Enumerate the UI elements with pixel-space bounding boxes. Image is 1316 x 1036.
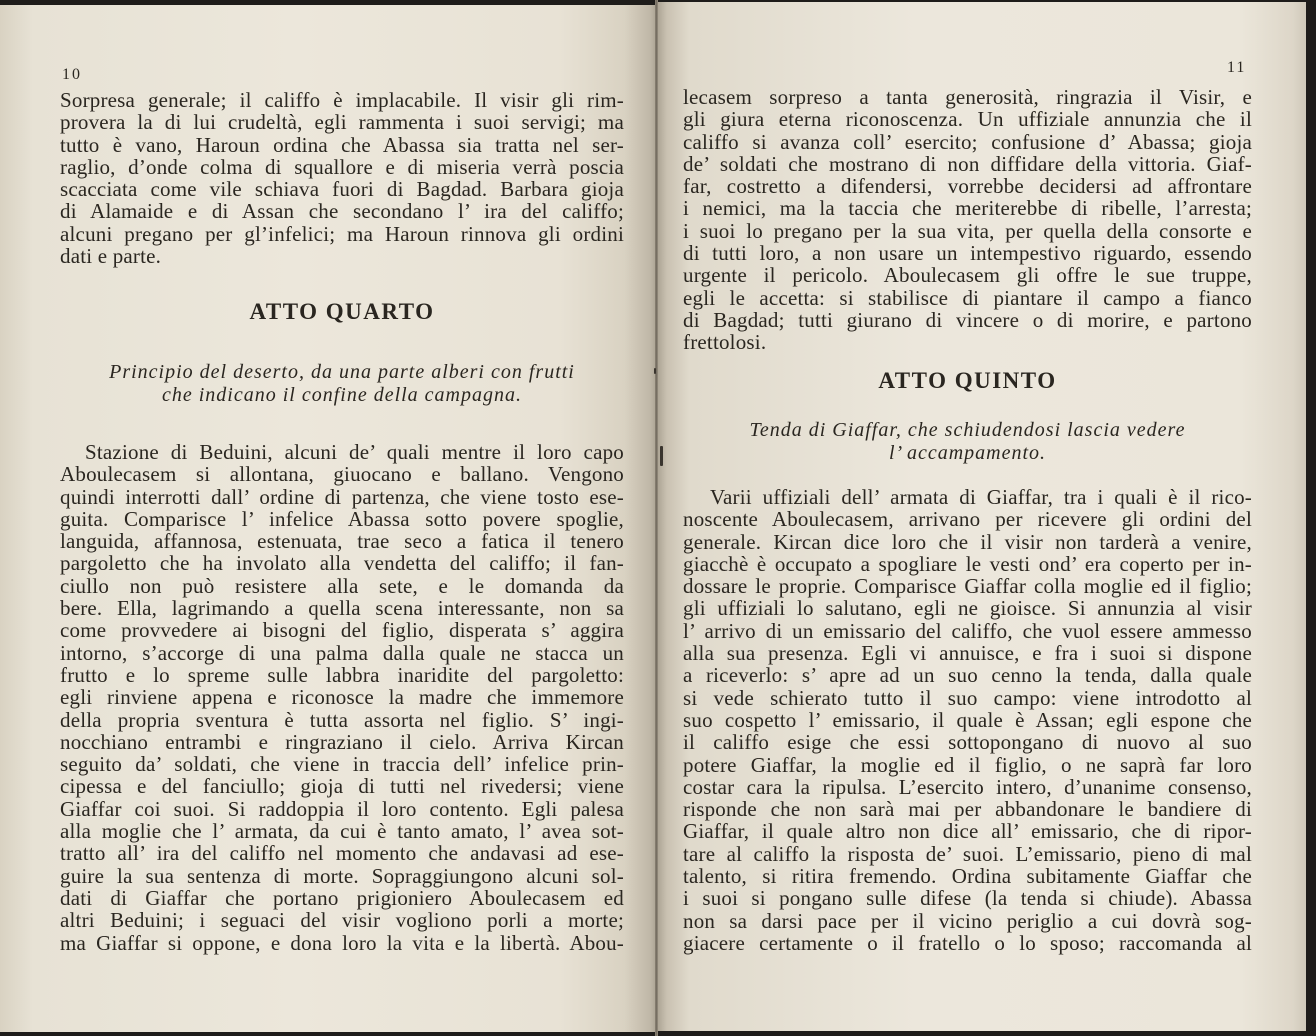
text-line: generale. Kircan dice loro che il visir non tarderà a venire, [683,529,1252,554]
text-line: giacchè è occupato a spogliare le vesti ond’ era coperto per in- [683,551,1252,576]
text-line: raglio, d’onde colma di squallore e di miseria verrà poscia [60,154,624,179]
text-line: come provvedere ai bisogni del figlio, disperata s’ aggira [60,618,624,643]
gutter-speck [660,446,663,466]
text-line: Aboulecasem si allontana, giuocano e ballano. Vengono [60,462,624,487]
text-line: Varii uffiziali dell’ armata di Giaffar, tra i quali è il rico- [710,485,1252,509]
text-line: l’ arrivo di un emissario del califfo, che vuol essere ammesso [683,618,1252,643]
text-line: intorno, s’accorge di una palma dalla quale ne stacca un [60,640,624,665]
text-line: lecasem sorpreso a tanta generosità, ringrazia il Visir, e [683,85,1252,109]
gutter-speck [654,368,656,374]
text-line: Stazione di Beduini, alcuni de’ quali mentre il loro capo [85,440,624,464]
text-line: si vede schierato tutto il suo campo: viene introdotto al [683,685,1252,710]
body-paragraph [683,486,1252,954]
left-page [0,5,657,1032]
text-line: Sorpresa generale; il califfo è implacabile. Il visir gli rim- [60,88,624,112]
text-line: di tutti loro, a non usare un intempestivo riguardo, essendo [683,241,1252,266]
right-page [657,2,1306,1031]
text-line: quindi interrotti dall’ ordine di partenza, che viene tosto ese- [60,484,624,509]
text-line: dossare le proprie. Comparisce Giaffar colla moglie ed il figlio; [683,574,1252,599]
text-line: seguito da’ soldati, che viene in traccia dell’ infelice prin- [60,752,624,777]
text-line: noscente Aboulecasem, arrivano per ricevere gli ordini del [683,507,1252,532]
page-number: 10 [62,66,82,83]
text-line: far, costretto a difendersi, vorrebbe decidersi ad affrontare [683,174,1252,199]
text-line: di Alamaide e di Assan che secondano l’ ira del califfo; [60,199,624,224]
text-line: Giaffar, il quale altro non dice all’ emissario, che di ripor- [683,819,1252,844]
scene-line: Tenda di Giaffar, che schiudendosi lascia vedere [749,419,1186,441]
text-line: a riceverlo: s’ apre ad un suo cenno la tenda, dalla quale [683,663,1252,688]
text-line: nocchiano entrambi e ringraziano il cielo. Arriva Kircan [60,729,624,754]
text-line: della propria sventura è tutta assorta nel figlio. S’ ingi- [60,707,624,732]
text-line: talento, si ritira fremendo. Ordina subitamente Giaffar che [683,864,1252,889]
text-line: ciullo non può resistere alla sete, e le domanda da [60,573,624,598]
text-line: dati e parte. [60,244,162,269]
text-line: gli giura eterna riconoscenza. Un uffiziale annunzia che il [683,107,1252,132]
text-line: egli le accetta: si stabilisce di piantare il campo a fianco [683,285,1252,310]
text-line: pargoletto che ha involato alla vendetta del califfo; il fan- [60,551,624,576]
text-line: i suoi lo pregano per la sua vita, per quella della consorte e [683,218,1252,243]
text-line: provera la di lui crudeltà, egli rammenta i suoi servigi; ma [60,110,624,135]
scene-line: l’ accampamento. [888,442,1047,464]
text-line: bere. Ella, lagrimando a quella scena interessante, non sa [60,596,624,621]
intro-paragraph [683,86,1252,354]
text-line: suo cospetto l’ emissario, il quale è Assan; egli espone che [683,707,1252,732]
text-line: giacere certamente o il fratello o lo sposo; raccomanda al [683,930,1252,955]
text-line: non sa darsi pace per il vicino periglio a cui dovrà sog- [683,908,1252,933]
text-line: costar cara la ripulsa. L’esercito intero, d’unanime consenso, [683,774,1252,799]
text-line: dati di Giaffar che portano prigioniero Aboulecasem ed [60,885,624,910]
text-line: risponde che non sarà mai per abbandonare le bandiere di [683,797,1252,822]
text-line: cipessa e del fanciullo; gioja di tutti nel rivedersi; viene [60,774,624,799]
scene-description [60,361,624,407]
intro-paragraph [60,89,624,267]
scene-line: che indicano il confine della campagna. [161,384,523,406]
text-line: egli rinviene appena e riconosce la madre che immemore [60,685,624,710]
page-number: 11 [1227,59,1247,76]
text-line: i suoi si pongano sulle difese (la tenda si chiude). Abassa [683,886,1252,911]
gutter-fold [655,0,658,1036]
text-line: alla sua presenza. Egli vi annuisce, e fra i suoi si dispone [683,641,1252,666]
text-line: tare al califfo la risposta de’ suoi. L’emissario, pieno di mal [683,841,1252,866]
text-line: i nemici, ma la taccia che meriterebbe di ribelle, l’arresta; [683,196,1252,221]
text-line: de’ soldati che mostrano di non diffidare della vittoria. Giaf- [683,151,1252,176]
text-line: alcuni pregano per gl’infelici; ma Haroun rinnova gli ordini [60,221,624,246]
text-line: di Bagdad; tutti giurano di vincere o di morire, e partono [683,307,1252,332]
text-line: frettolosi. [683,330,767,355]
text-line: guita. Comparisce l’ infelice Abassa sotto povere spoglie, [60,506,624,531]
text-line: alla moglie che l’ armata, da cui è tanto amato, l’ avea sot- [60,819,624,844]
text-line: il califfo esige che essi sottopongano di nuovo al suo [683,730,1252,755]
text-line: guire la sua sentenza di morte. Sopraggiungono alcuni sol- [60,863,624,888]
text-line: scacciata come vile schiava fuori di Bagdad. Barbara gioja [60,177,624,202]
text-line: frutto e lo spreme sulle labbra inaridite del pargoletto: [60,662,624,687]
text-line: gli uffiziali lo salutano, egli ne gioisce. Si annunzia al visir [683,596,1252,621]
text-line: potere Giaffar, la moglie ed il figlio, o ne saprà far loro [683,752,1252,777]
text-line: tutto è vano, Haroun ordina che Abassa sia tratta nel ser- [60,132,624,157]
body-paragraph [60,441,624,954]
text-line: Giaffar coi suoi. Si raddoppia il loro contento. Egli palesa [60,796,624,821]
text-line: urgente il pericolo. Aboulecasem gli offre le sue truppe, [683,263,1252,288]
scene-line: Principio del deserto, da una parte alberi con frutti [109,361,575,383]
act-heading: ATTO QUINTO [878,368,1057,393]
text-line: languida, affannosa, estenuata, trae seco a fatica il tenero [60,529,624,554]
text-line: califfo si avanza coll’ esercito; confusione d’ Abassa; gioja [683,129,1252,154]
text-line: tratto all’ ira del califfo nel momento che andavasi ad ese- [60,841,624,866]
text-line: ma Giaffar si oppone, e dona loro la vita e la libertà. Abou- [60,930,624,955]
text-line: altri Beduini; i seguaci del visir vogliono porli a morte; [60,908,624,933]
scene-description [683,419,1252,465]
act-heading: ATTO QUARTO [249,299,435,324]
